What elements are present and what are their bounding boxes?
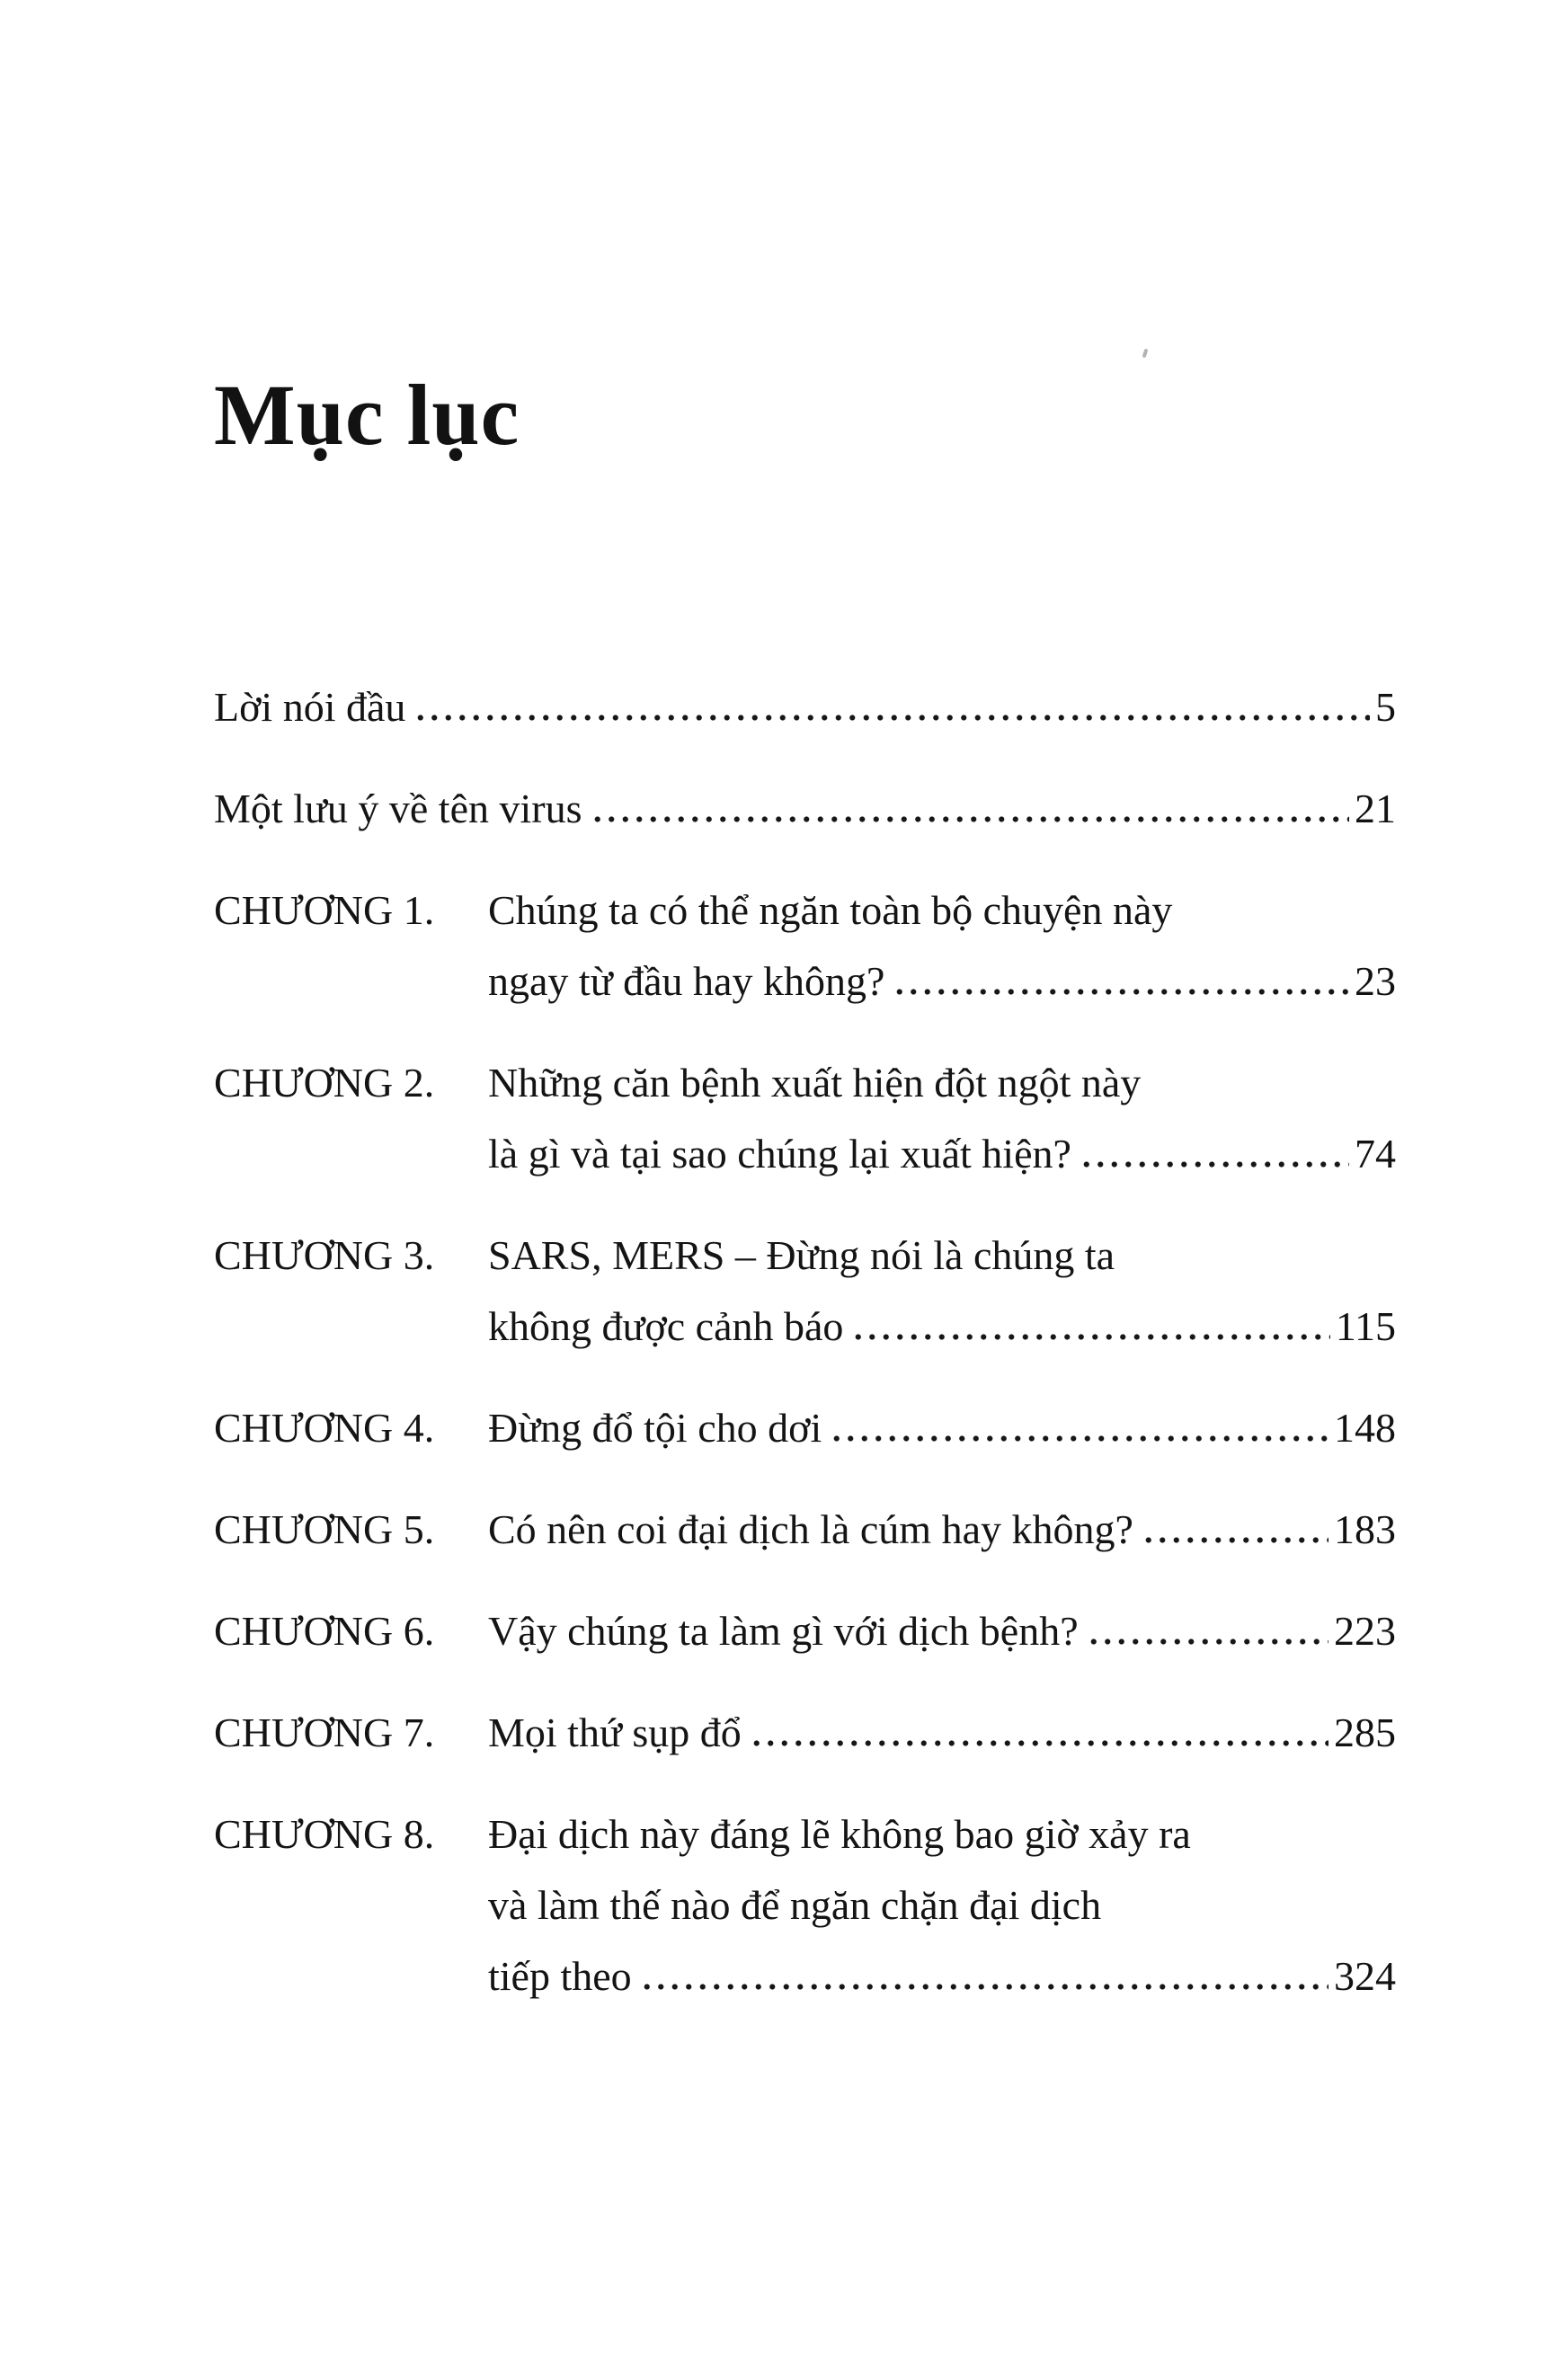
chapter-label: CHƯƠNG 7. [214,1710,435,1755]
toc-entry [214,1798,1396,2011]
entry-line [214,773,1396,844]
entry-line [488,1118,1396,1189]
chapter-label: CHƯƠNG 6. [214,1608,435,1654]
chapter-label: CHƯƠNG 8. [214,1811,435,1857]
entry-line [488,1291,1396,1362]
entry-title-text: là gì và tại sao chúng lại xuất hiện? [488,1131,1071,1177]
entry-body [488,1494,1396,1565]
toc-entry [214,1392,1396,1463]
toc-entry [214,773,1396,844]
entry-line [488,946,1396,1017]
entry-title-text: tiếp theo [488,1953,632,1999]
page-number: 23 [1355,958,1396,1004]
entry-line [488,875,1396,946]
entry-body [488,1595,1396,1666]
entry-line [488,1940,1396,2011]
entry-title-text: Đừng đổ tội cho dơi [488,1405,822,1451]
entry-body [488,875,1396,1017]
entry-body [214,671,1396,742]
dot-leader [638,1982,1329,1990]
dot-leader [891,987,1349,995]
toc-entry [214,1047,1396,1189]
entry-title-text: SARS, MERS – Đừng nói là chúng ta [488,1232,1115,1278]
chapter-label: CHƯƠNG 4. [214,1405,435,1451]
scan-speck [1142,349,1149,359]
page-number: 148 [1334,1405,1396,1451]
entry-line [488,1798,1396,1869]
page-number: 115 [1335,1303,1396,1349]
dot-leader [589,814,1349,822]
entry-title-text: Đại dịch này đáng lẽ không bao giờ xảy ra [488,1811,1191,1857]
toc-entry [214,671,1396,742]
entry-body [488,1047,1396,1189]
entry-title-text: ngay từ đầu hay không? [488,958,885,1004]
entry-line [214,671,1396,742]
dot-leader [748,1738,1329,1746]
entry-title-text: Lời nói đầu [214,684,406,730]
dot-leader [1085,1637,1329,1645]
toc-entry [214,1220,1396,1362]
entry-line [488,1392,1396,1463]
entry-title-text: Vậy chúng ta làm gì với dịch bệnh? [488,1608,1079,1654]
page-number: 324 [1334,1953,1396,1999]
entry-title-text: không được cảnh báo [488,1303,844,1349]
chapter-label: CHƯƠNG 1. [214,887,435,933]
entry-line [488,1697,1396,1768]
toc-entry [214,1494,1396,1565]
page-number: 285 [1334,1710,1396,1755]
page-number: 21 [1355,786,1396,831]
entry-title-text: Có nên coi đại dịch là cúm hay không? [488,1506,1133,1552]
toc-entry [214,1595,1396,1666]
page-number: 5 [1375,684,1396,730]
dot-leader [849,1332,1329,1340]
dot-leader [828,1434,1329,1442]
entry-line [488,1220,1396,1291]
entry-body [214,773,1396,844]
page-title: Mục lục [214,367,520,463]
entry-title-text: Chúng ta có thể ngăn toàn bộ chuyện này [488,887,1173,933]
dot-leader [1140,1535,1329,1543]
dot-leader [412,713,1370,721]
entry-body [488,1392,1396,1463]
entry-title-text: Những căn bệnh xuất hiện đột ngột này [488,1060,1142,1106]
entry-body [488,1697,1396,1768]
entry-line [488,1047,1396,1118]
chapter-label: CHƯƠNG 5. [214,1506,435,1552]
page-number: 223 [1334,1608,1396,1654]
entry-line [488,1595,1396,1666]
chapter-label: CHƯƠNG 2. [214,1060,435,1106]
entry-line [488,1494,1396,1565]
toc-entry [214,1697,1396,1768]
dot-leader [1078,1159,1349,1168]
chapter-label: CHƯƠNG 3. [214,1232,435,1278]
entry-title-text: Mọi thứ sụp đổ [488,1710,742,1755]
page-number: 183 [1334,1506,1396,1552]
entry-body [488,1220,1396,1362]
entry-line [488,1869,1396,1940]
entry-title-text: và làm thế nào để ngăn chặn đại dịch [488,1882,1102,1928]
toc-entries [214,671,1396,2011]
entry-title-text: Một lưu ý về tên virus [214,786,582,831]
toc-entry [214,875,1396,1017]
page-number: 74 [1355,1131,1396,1177]
entry-body [488,1798,1396,2011]
